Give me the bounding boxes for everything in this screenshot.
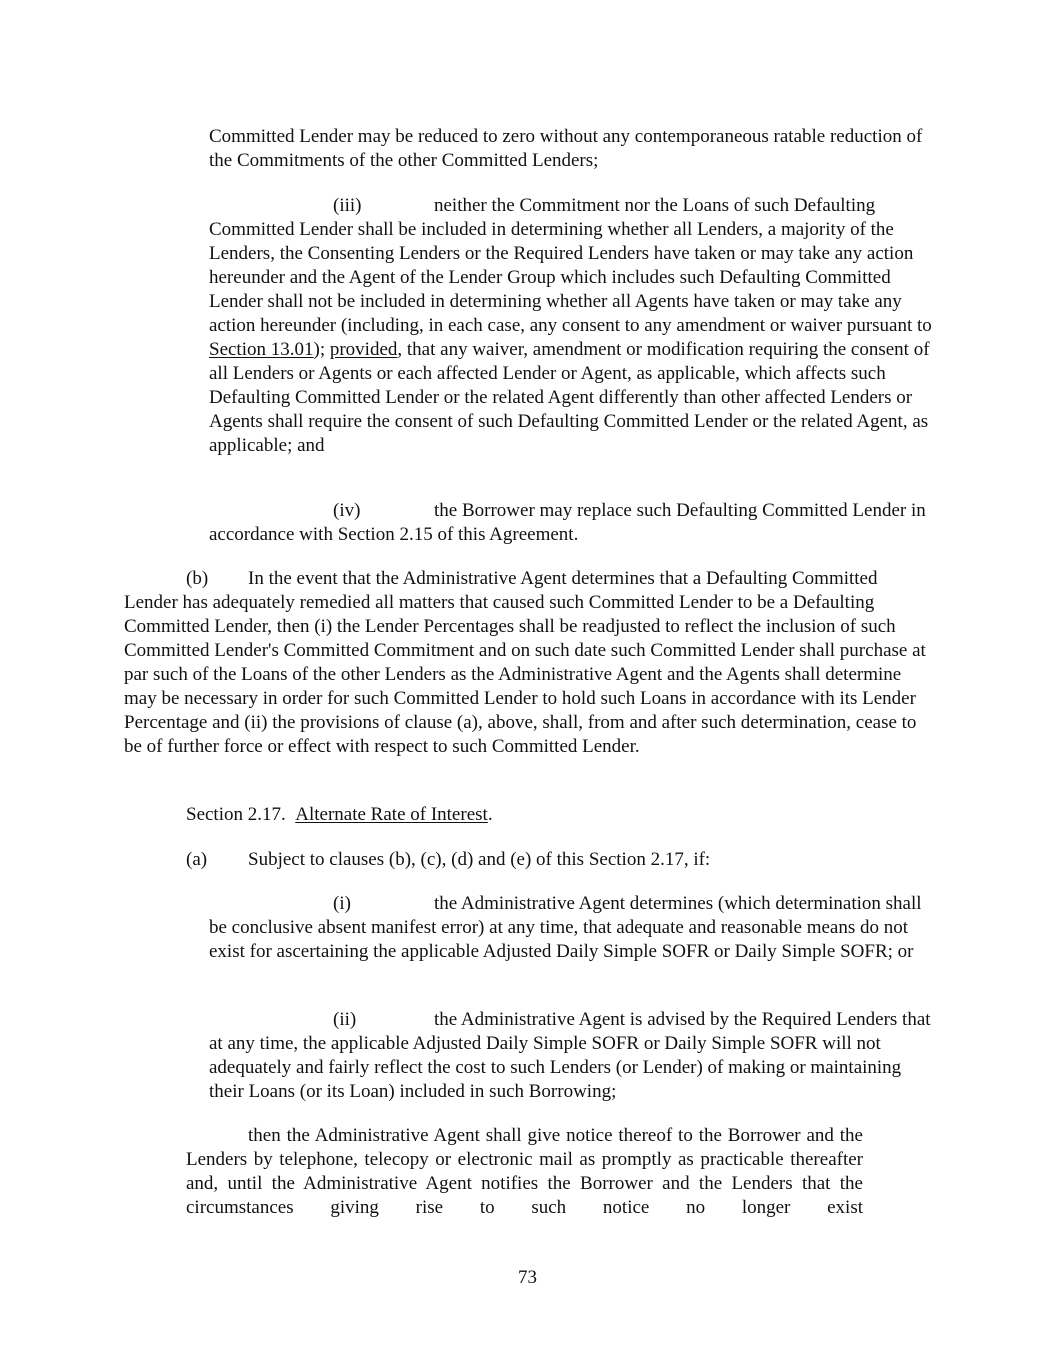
continuation-text: Committed Lender may be reduced to zero without any contemporaneous ratable reduction of the Commitments of the other Committed Lenders;	[209, 126, 923, 171]
clause-iv-text: the Borrower may replace such Defaulting Committed Lender in accordance with Section 2.15 of this Agreement.	[209, 500, 926, 545]
paragraph-b-number: (b)	[186, 568, 209, 589]
clause-ii-text: the Administrative Agent is advised by the Required Lenders that at any time, the applicable Adjusted Daily Simple SOFR or Daily Simple SOFR will not adequately and fairly reflect the cost to such Lenders (or Lender) of making or maintaining their Loans (or its Loan) included in such Borrowing;	[209, 1009, 931, 1102]
clause-i	[209, 892, 933, 964]
clause-iv-number: (iv)	[333, 500, 361, 521]
section-2-17-period: .	[487, 804, 493, 825]
paragraph-b-text: In the event that the Administrative Agent determines that a Defaulting Committed Lender has adequately remedied all matters that caused such Committed Lender to be a Defaulting Committed Lender, then (i) the Lender Percentages shall be readjusted to reflect the inclusion of such Committed Lender's Committed Commitment and on such date such Committed Lender shall purchase at par such of the Loans of the other Lenders as the Administrative Agent and the Agents shall determine may be necessary in order for such Committed Lender to hold such Loans in accordance with its Lender Percentage and (ii) the provisions of clause (a), above, shall, from and after such determination, cease to be of further force or effect with respect to such Committed Lender.	[124, 568, 926, 757]
then-paragraph-text: then the Administrative Agent shall give notice thereof to the Borrower and the Lenders by telephone, telecopy or electronic mail as promptly as practicable thereafter and, until the Administrative Agent notifies the Borrower and the Lenders that the circumstances giving rise to such notice no longer exist	[186, 1125, 863, 1218]
section-2-17-paragraph-a	[186, 848, 886, 872]
provided-term: provided	[329, 339, 398, 360]
section-2-17-title: Alternate Rate of Interest	[295, 804, 488, 825]
clause-iii-text-after: , that any waiver, amendment or modification requiring the consent of all Lenders or Agents or each affected Lender or Agent, as applicable, which affects such Defaulting Committed Lender or the related Agent differently than other affected Lenders or Agents shall require the consent of such Defaulting Committed Lender or the related Agent, as applicable; and	[209, 339, 930, 456]
clause-iii-text-mid: );	[313, 339, 330, 360]
page-number: 73	[518, 1267, 537, 1288]
section-13-01-reference: Section 13.01	[209, 339, 314, 360]
clause-ii-number: (ii)	[333, 1009, 357, 1030]
clause-ii	[209, 1008, 933, 1104]
then-paragraph	[186, 1124, 863, 1220]
section-2-17-heading	[186, 803, 886, 827]
paragraph-a-number: (a)	[186, 849, 208, 870]
clause-i-text: the Administrative Agent determines (which determination shall be conclusive absent manifest error) at any time, that adequate and reasonable means do not exist for ascertaining the applicable Adjusted Daily Simple SOFR or Daily Simple SOFR; or	[209, 893, 922, 962]
section-2-17-label: Section 2.17.	[186, 804, 286, 825]
clause-iii-text-before: neither the Commitment nor the Loans of such Defaulting Committed Lender shall be included in determining whether all Lenders, a majority of the Lenders, the Consenting Lenders or the Required Lenders have taken or may take any action hereunder and the Agent of the Lender Group which includes such Defaulting Committed Lender shall not be included in determining whether all Agents have taken or may take any action hereunder (including, in each case, any consent to any amendment or waiver pursuant to	[209, 195, 932, 336]
paragraph-a-text: Subject to clauses (b), (c), (d) and (e) of this Section 2.17, if:	[248, 849, 711, 870]
clause-iii	[209, 194, 933, 458]
clause-iv	[209, 499, 933, 547]
clause-i-number: (i)	[333, 893, 351, 914]
paragraph-b	[124, 567, 932, 759]
continuation-paragraph	[209, 125, 933, 173]
clause-iii-number: (iii)	[333, 195, 362, 216]
